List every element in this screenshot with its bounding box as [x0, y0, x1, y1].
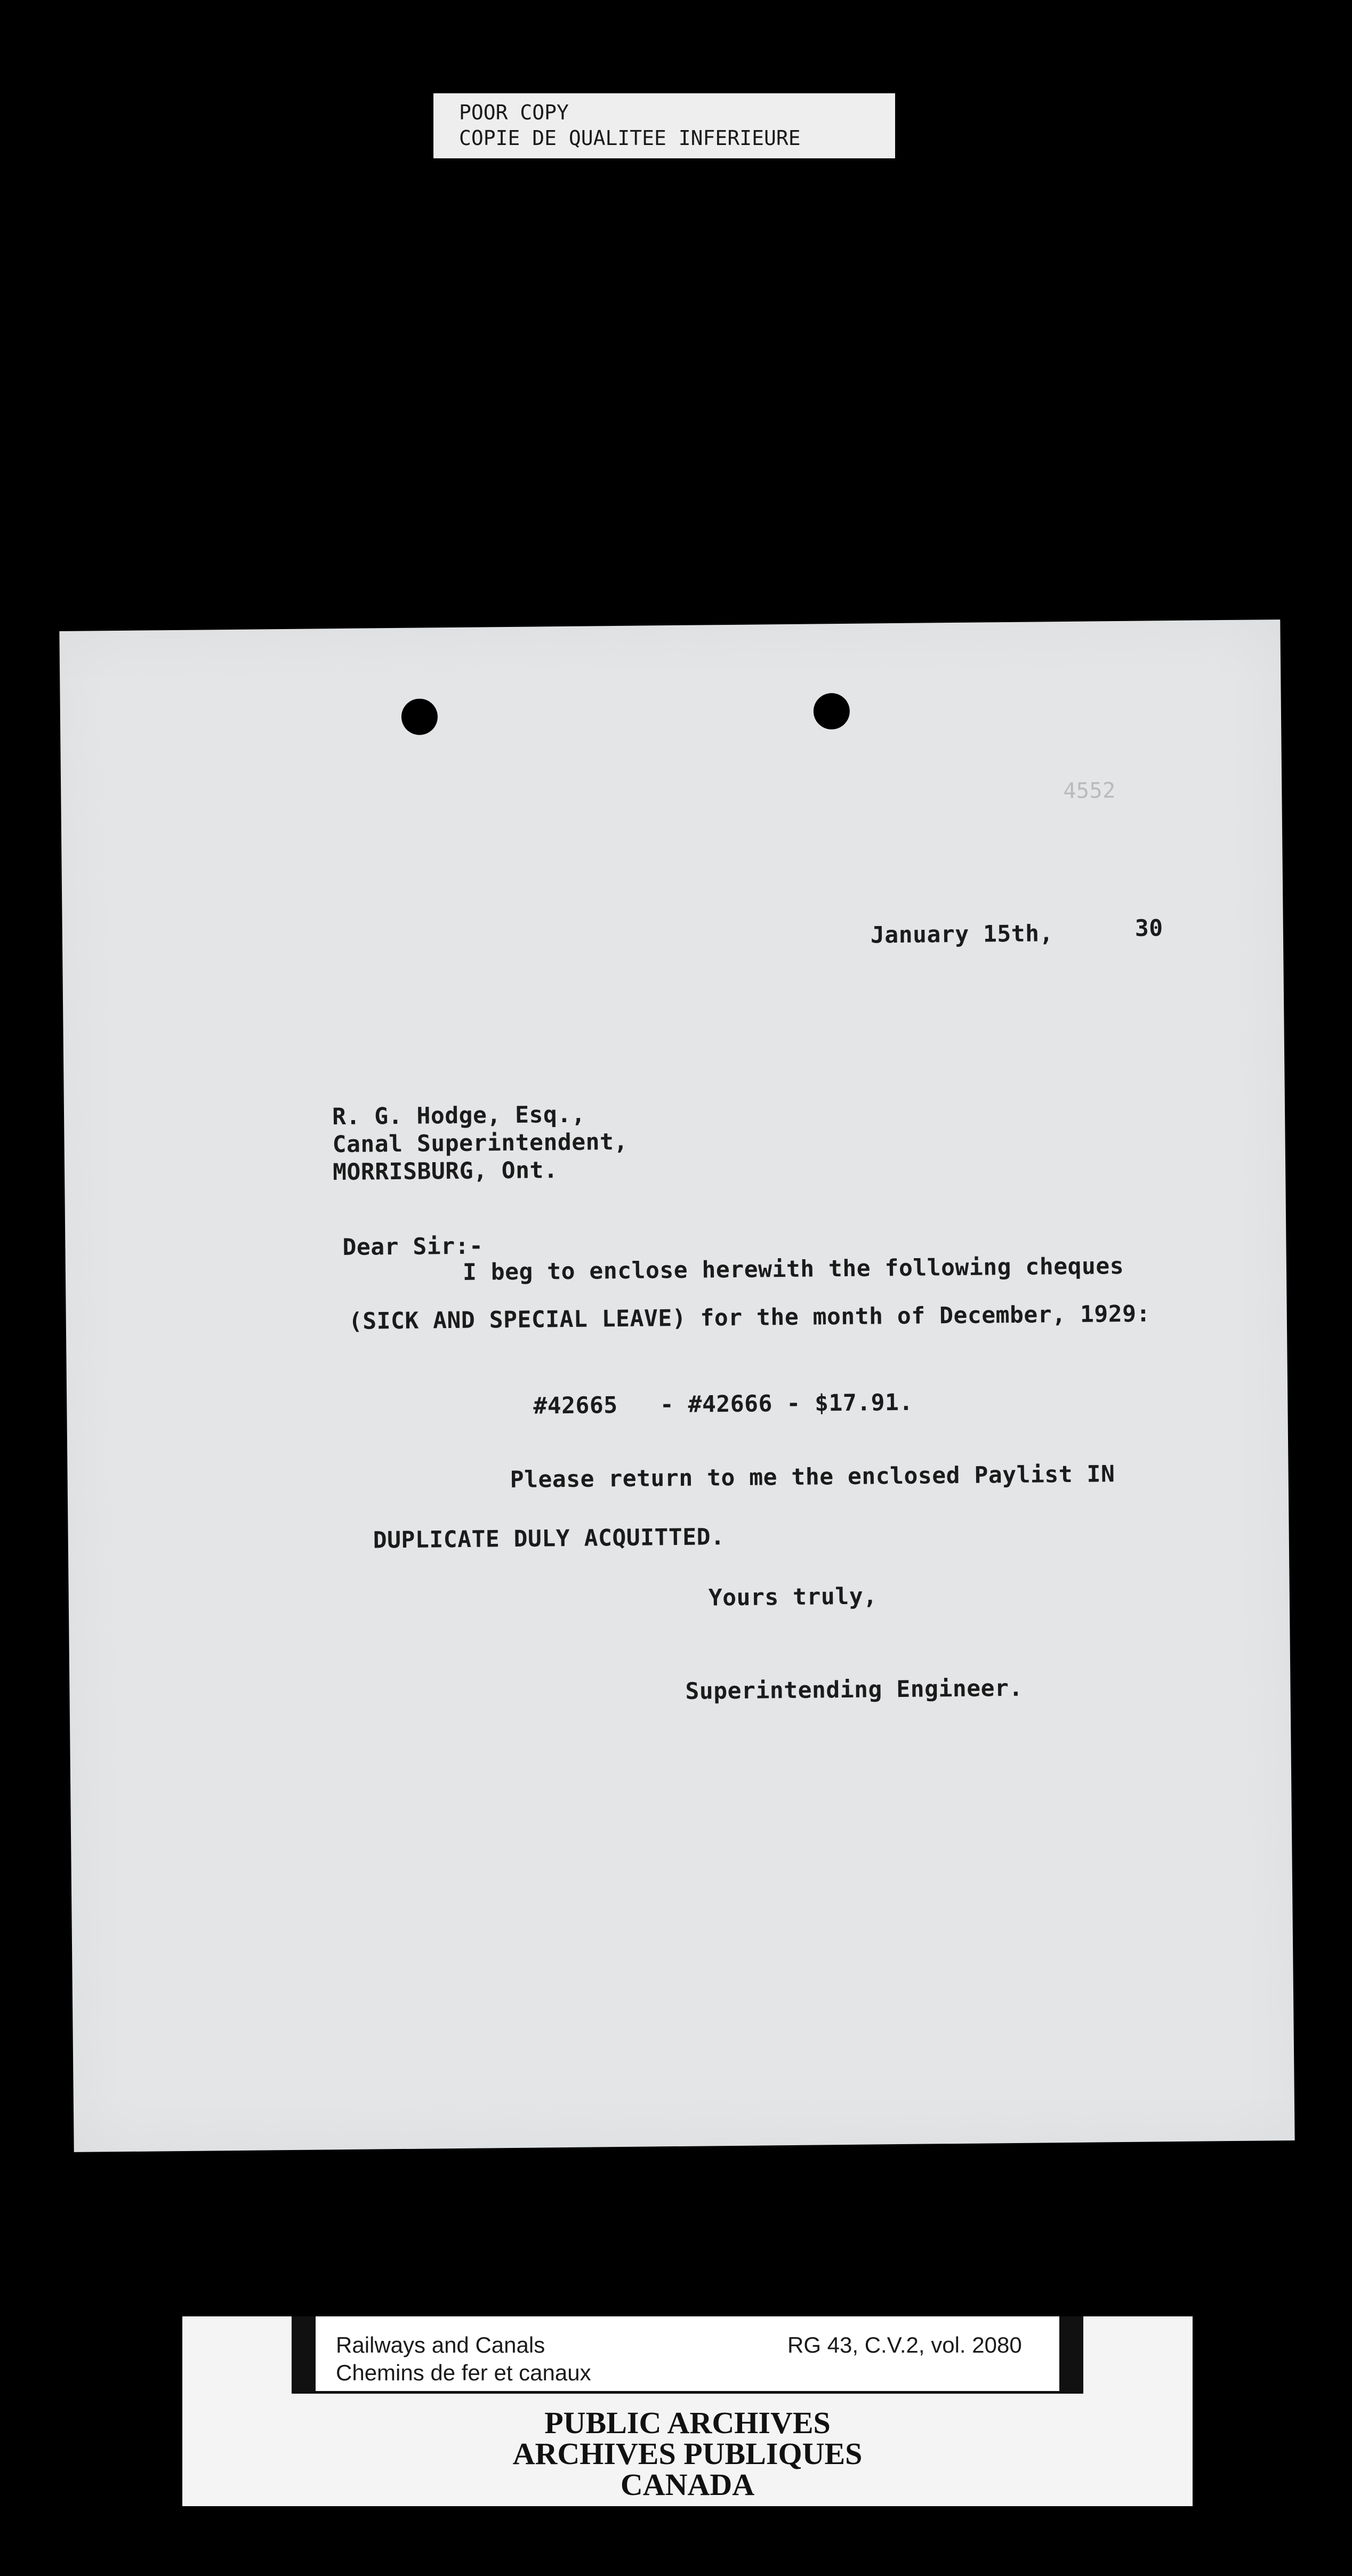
label-inner	[316, 2316, 1059, 2391]
recipient-location: MORRISBURG, Ont.	[332, 1157, 558, 1186]
closing: Yours truly,	[708, 1583, 878, 1612]
body-paragraph-2: (SICK AND SPECIAL LEAVE) for the month of December, 1929:	[348, 1300, 1151, 1335]
letter-year: 30	[1134, 915, 1163, 942]
letter-date: January 15th,	[870, 920, 1054, 949]
poor-copy-banner	[433, 93, 895, 158]
body-paragraph-1: I beg to enclose herewith the following cheques	[462, 1252, 1124, 1286]
department-english: Railways and Canals	[336, 2332, 545, 2357]
letter-page	[59, 619, 1294, 2152]
archive-name-english: PUBLIC ARCHIVES	[544, 2405, 831, 2440]
punch-hole-right	[814, 693, 850, 730]
file-number: 4552	[1063, 778, 1116, 803]
archive-reference: RG 43, C.V.2, vol. 2080	[787, 2332, 1022, 2357]
body-paragraph-4: DUPLICATE DULY ACQUITTED.	[373, 1524, 725, 1554]
recipient-title: Canal Superintendent,	[332, 1128, 628, 1158]
recipient-name: R. G. Hodge, Esq.,	[332, 1101, 586, 1131]
recipient-address	[332, 1100, 629, 1186]
label-strip	[292, 2316, 1083, 2394]
punch-hole-left	[401, 698, 438, 735]
archive-label-card	[182, 2316, 1193, 2506]
signature-title: Superintending Engineer.	[685, 1675, 1024, 1705]
department-french: Chemins de fer et canaux	[336, 2360, 591, 2385]
cheque-numbers: #42665 - #42666 - $17.91.	[533, 1389, 914, 1420]
salutation: Dear Sir:-	[342, 1233, 484, 1261]
archive-country: CANADA	[620, 2467, 755, 2502]
body-paragraph-3: Please return to me the enclosed Paylist IN	[510, 1461, 1115, 1494]
poor-copy-line-fr: COPIE DE QUALITEE INFERIEURE	[459, 126, 801, 150]
archive-name-french: ARCHIVES PUBLIQUES	[512, 2436, 863, 2471]
poor-copy-line-en: POOR COPY	[459, 101, 569, 124]
